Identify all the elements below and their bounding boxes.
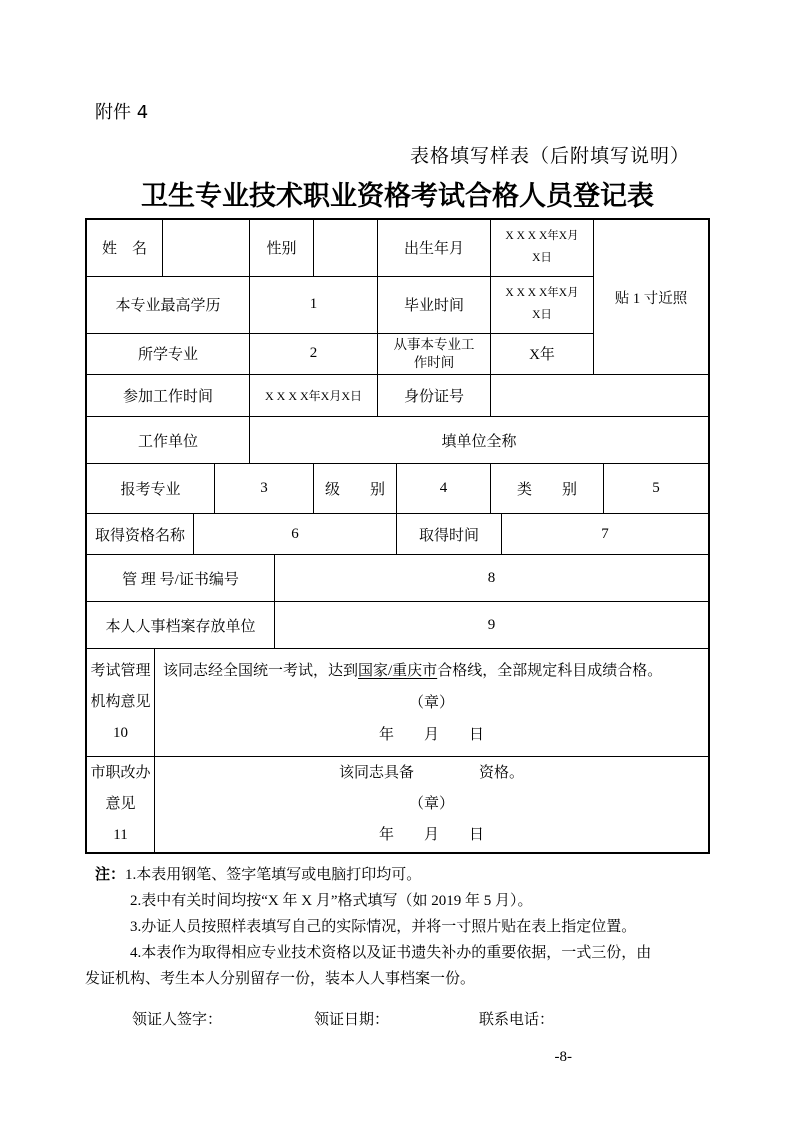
table-row-education <box>87 277 593 334</box>
personal-info-left <box>87 220 594 374</box>
major-label-cell <box>87 334 250 374</box>
certificate-date-label: 领证日期： <box>314 1012 390 1028</box>
obtain-time-value-cell <box>502 514 708 554</box>
archive-label-cell <box>87 602 275 648</box>
table-row-employer <box>87 417 708 464</box>
join-work-label-cell <box>87 375 250 416</box>
qualification-value-cell <box>194 514 397 554</box>
note-item-4: 4.本表作为取得相应专业技术资格以及证书遗失补办的重要依据，一式三份，由 <box>130 945 652 961</box>
work-years-value: X年 <box>529 347 555 364</box>
obtain-time-label-cell <box>397 514 502 554</box>
exam-major-value: 3 <box>260 480 268 496</box>
exam-authority-label-line1: 考试管理 <box>90 663 151 679</box>
category-value-cell <box>604 464 708 513</box>
municipal-office-label-number: 11 <box>113 827 128 843</box>
category-label: 类 别 <box>516 482 577 498</box>
page-title: 卫生专业技术职业资格考试合格人员登记表 <box>141 181 654 212</box>
join-work-label: 参加工作时间 <box>122 389 213 405</box>
major-value: 2 <box>309 345 318 362</box>
birth-value-line1: X X X X年X月 <box>505 230 579 243</box>
education-label: 本专业最高学历 <box>115 298 221 315</box>
table-row-exam-major <box>87 464 708 514</box>
municipal-office-label-cell <box>87 757 155 852</box>
birth-label-cell <box>378 220 491 276</box>
signature-row <box>85 1008 710 1029</box>
id-number-label: 身份证号 <box>403 389 464 405</box>
management-number-value: 8 <box>487 569 496 586</box>
level-label-cell <box>314 464 397 513</box>
gender-label: 性别 <box>266 241 297 258</box>
graduation-value-line1: X X X X年X月 <box>505 286 579 299</box>
employer-label: 工作单位 <box>137 433 198 450</box>
table-row-municipal-office-opinion <box>87 757 708 852</box>
work-years-value-cell <box>491 334 593 374</box>
category-label-cell <box>491 464 604 513</box>
table-row-archive <box>87 602 708 649</box>
employer-value-cell <box>250 417 708 463</box>
exam-major-label: 报考专业 <box>120 482 181 498</box>
id-number-value-cell <box>491 375 708 416</box>
note-item-4-continued: 发证机构、考生本人分别留存一份，装本人人事档案一份。 <box>85 971 476 987</box>
exam-authority-seal-placeholder: （章） <box>408 694 454 711</box>
certificate-signature-label: 领证人签字： <box>132 1012 223 1028</box>
qualification-value: 6 <box>291 525 299 542</box>
table-row-management-number <box>87 555 708 602</box>
work-years-label-cell <box>378 334 491 374</box>
exam-major-value-cell <box>215 464 314 513</box>
join-work-value: X X X X年X月X日 <box>265 389 362 403</box>
table-row-join-work <box>87 375 708 417</box>
table-row-major <box>87 334 593 374</box>
exam-major-label-cell <box>87 464 215 513</box>
graduation-value-line2: X日 <box>532 308 552 321</box>
level-value-cell <box>397 464 491 513</box>
name-label-cell <box>87 220 163 276</box>
management-number-value-cell <box>275 555 708 601</box>
birth-value-cell <box>491 220 593 276</box>
obtain-time-value: 7 <box>601 525 609 542</box>
exam-authority-date-line: 年 月 日 <box>378 726 484 743</box>
birth-label: 出生年月 <box>403 241 464 258</box>
management-number-label-cell <box>87 555 275 601</box>
photo-area <box>594 220 708 374</box>
form-sample-subtitle: 表格填写样表（后附填写说明） <box>409 146 690 167</box>
name-value-cell <box>163 220 250 276</box>
major-value-cell <box>250 334 378 374</box>
obtain-time-label: 取得时间 <box>418 527 479 544</box>
municipal-office-seal-placeholder: （章） <box>408 796 454 812</box>
exam-authority-opinion-cell <box>155 649 708 756</box>
registration-table <box>85 218 710 854</box>
birth-value <box>505 226 578 270</box>
municipal-office-date-line: 年 月 日 <box>378 827 484 843</box>
municipal-office-opinion-cell <box>155 757 708 852</box>
opinion-text-underlined: 国家/重庆市 <box>358 662 438 679</box>
opinion-text-suffix: 合格线，全部规定科目成绩合格。 <box>437 662 663 679</box>
education-value-cell <box>250 277 378 333</box>
municipal-office-opinion-text <box>163 758 700 789</box>
major-label: 所学专业 <box>137 347 198 364</box>
opinion-text-prefix: 该同志经全国统一考试，达到 <box>163 662 359 679</box>
page-number: -8- <box>554 1049 572 1065</box>
photo-label: 贴 1 寸近照 <box>614 290 688 307</box>
graduation-value <box>505 283 578 327</box>
personal-info-band <box>87 220 708 375</box>
management-number-label: 管 理 号/证书编号 <box>122 571 239 588</box>
municipal-opinion-prefix: 该同志具备 <box>338 765 414 781</box>
graduation-label: 毕业时间 <box>403 298 464 315</box>
exam-authority-label-number: 10 <box>113 725 128 741</box>
employer-value: 填单位全称 <box>441 433 517 450</box>
qualification-label-cell <box>87 514 194 554</box>
birth-value-line2: X日 <box>532 251 552 264</box>
note-item-2: 2.表中有关时间均按“X 年 X 月”格式填写（如 2019 年 5 月）。 <box>130 893 533 909</box>
note-1-text: 1.本表用钢笔、签字笔填写或电脑打印均可。 <box>125 867 422 883</box>
archive-label: 本人人事档案存放单位 <box>105 618 256 635</box>
table-row-name <box>87 220 593 277</box>
municipal-office-label-line2: 意见 <box>105 796 136 812</box>
education-label-cell <box>87 277 250 333</box>
contact-phone-label: 联系电话： <box>479 1012 555 1028</box>
level-label: 级 别 <box>324 482 385 498</box>
exam-authority-opinion-text <box>163 655 700 687</box>
note-item-3: 3.办证人员按照样表填写自己的实际情况，并将一寸照片贴在表上指定位置。 <box>130 919 637 935</box>
education-value: 1 <box>309 296 318 313</box>
qualification-label: 取得资格名称 <box>94 527 185 544</box>
table-row-qualification <box>87 514 708 555</box>
join-work-value-cell <box>250 375 378 416</box>
employer-label-cell <box>87 417 250 463</box>
level-value: 4 <box>439 480 448 496</box>
notes-heading: 注： <box>95 867 126 883</box>
municipal-opinion-suffix: 资格。 <box>479 765 525 781</box>
graduation-value-cell <box>491 277 593 333</box>
table-row-exam-authority-opinion <box>87 649 708 757</box>
attachment-label: 附件 4 <box>95 102 149 123</box>
id-number-label-cell <box>378 375 491 416</box>
note-item-1 <box>85 862 710 888</box>
work-years-label: 从事本专业工作时间 <box>393 336 475 370</box>
exam-authority-label-cell <box>87 649 155 756</box>
exam-authority-label-line2: 机构意见 <box>90 694 151 710</box>
notes-section <box>85 862 710 992</box>
category-value: 5 <box>652 480 660 496</box>
graduation-label-cell <box>378 277 491 333</box>
archive-value: 9 <box>487 616 496 633</box>
name-label: 姓 名 <box>101 241 147 258</box>
gender-value-cell <box>314 220 378 276</box>
archive-value-cell <box>275 602 708 648</box>
gender-label-cell <box>250 220 314 276</box>
municipal-office-label-line1: 市职改办 <box>90 765 151 781</box>
